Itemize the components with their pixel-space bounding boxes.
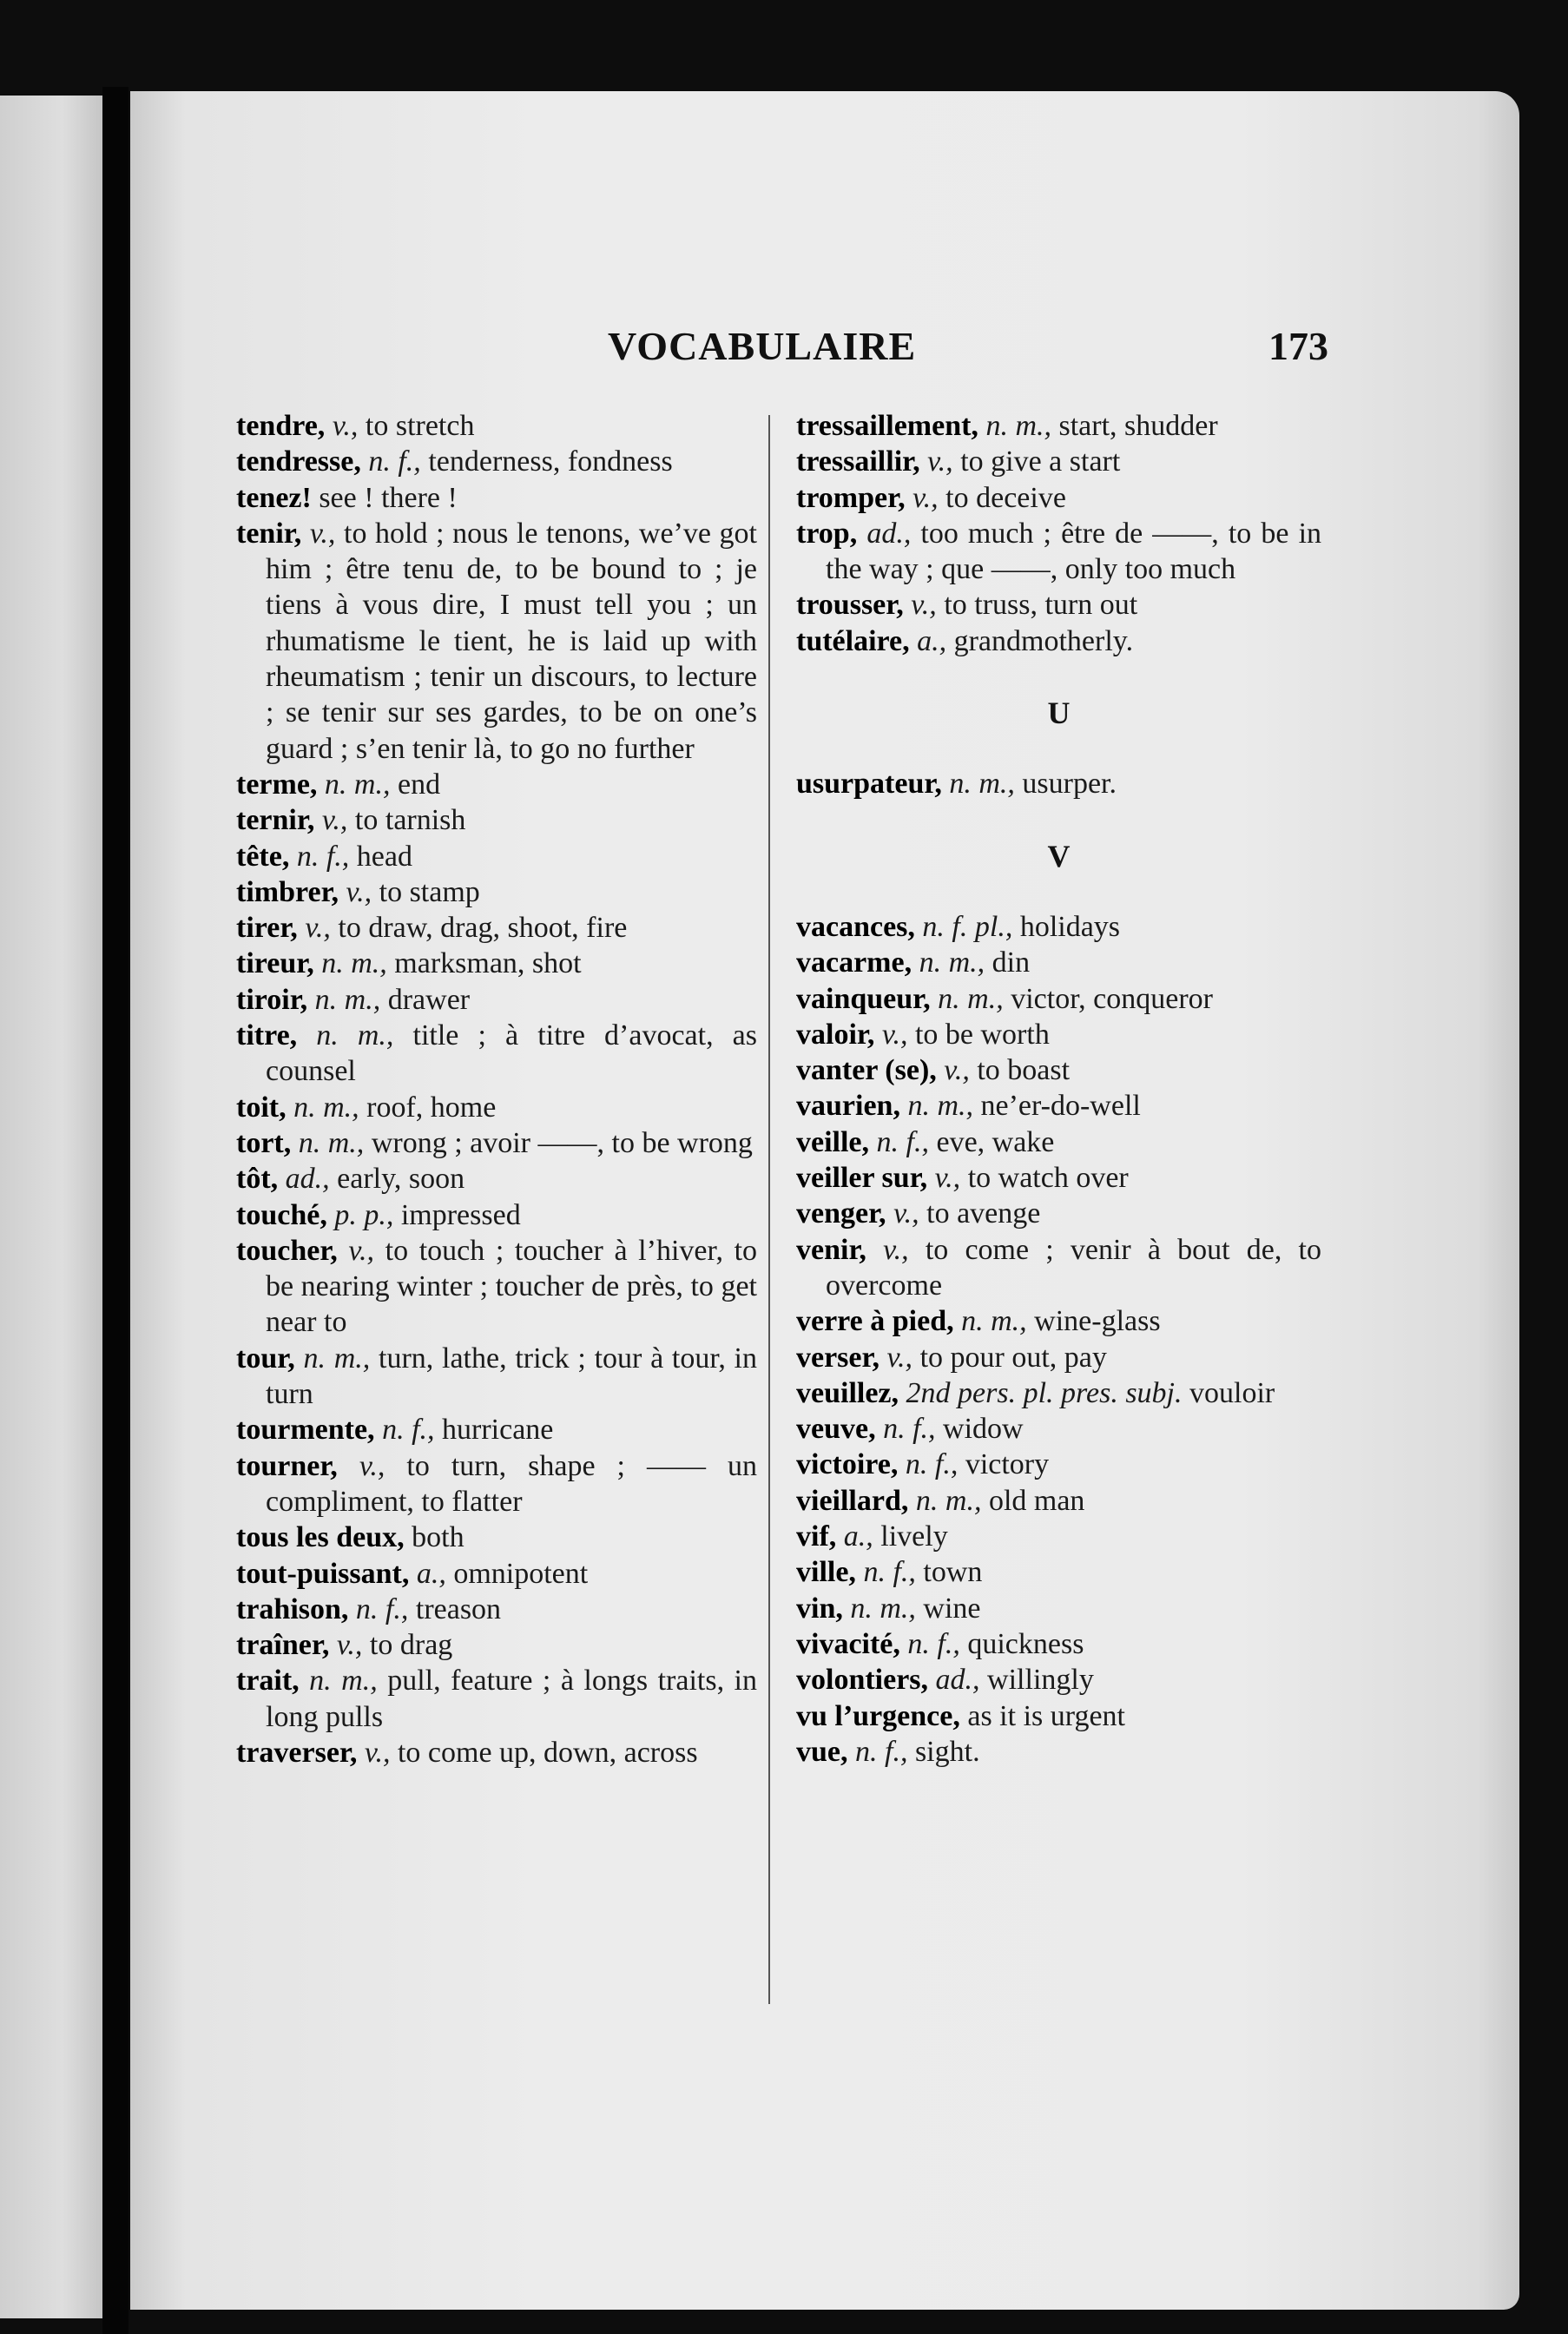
dictionary-entry <box>236 1161 757 1197</box>
entry-grammar: n. m., <box>309 1665 378 1698</box>
entry-grammar: v., <box>359 1449 385 1482</box>
dictionary-entry <box>236 802 757 838</box>
entry-grammar: n. f., <box>907 1627 960 1660</box>
entry-headword: tireur, <box>236 947 314 980</box>
entry-definition: see ! there ! <box>319 481 458 514</box>
facing-page-edge <box>0 96 104 2318</box>
entry-grammar: a., <box>416 1557 446 1590</box>
entry-headword: tenez! <box>236 481 312 514</box>
entry-headword: venir, <box>796 1233 866 1266</box>
entry-grammar: v., <box>893 1197 919 1230</box>
entry-grammar: n. m., <box>938 982 1004 1015</box>
entry-headword: tressaillir, <box>796 445 920 478</box>
entry-headword: vue, <box>796 1735 848 1768</box>
entry-grammar: n. m., <box>949 768 1015 801</box>
dictionary-entry <box>236 874 757 910</box>
entry-grammar: n. m., <box>850 1592 916 1625</box>
entry-grammar: n. f., <box>855 1735 908 1768</box>
entry-definition: both <box>412 1521 464 1554</box>
entry-grammar: n. m., <box>298 1126 365 1159</box>
dictionary-entry <box>796 1447 1321 1482</box>
entry-definition: widow <box>943 1413 1024 1446</box>
dictionary-entry <box>236 480 757 516</box>
entry-headword: vaurien, <box>796 1090 900 1123</box>
entry-definition: willingly <box>987 1664 1094 1697</box>
entry-grammar: ad., <box>285 1163 330 1196</box>
entry-definition: hurricane <box>442 1414 554 1447</box>
entry-grammar: n. f., <box>905 1448 959 1481</box>
dictionary-entry <box>796 981 1321 1017</box>
entry-grammar: n. m., <box>303 1342 371 1375</box>
dictionary-entry <box>236 1556 757 1592</box>
entry-definition: victor, conqueror <box>1011 982 1213 1015</box>
entry-definition: omnipotent <box>453 1557 589 1590</box>
entry-headword: verser, <box>796 1341 880 1374</box>
dictionary-entry <box>796 1303 1321 1339</box>
entry-grammar: n. f., <box>296 840 350 873</box>
dictionary-entry <box>236 910 757 946</box>
dictionary-entry <box>796 1483 1321 1519</box>
entry-grammar: n. m., <box>324 768 391 801</box>
entry-grammar: n. f., <box>876 1125 929 1158</box>
entry-grammar: n. m., <box>316 1019 394 1052</box>
entry-definition: as it is urgent <box>967 1699 1125 1732</box>
dictionary-entry <box>236 1663 757 1735</box>
entry-grammar: v., <box>881 1018 908 1051</box>
dictionary-entry <box>796 1160 1321 1196</box>
entry-grammar: n. f. pl., <box>922 910 1013 943</box>
dictionary-entry <box>796 1232 1321 1304</box>
dictionary-entry <box>796 945 1321 980</box>
entry-grammar: ad., <box>866 517 912 550</box>
entry-definition: ne’er-do-well <box>980 1090 1141 1123</box>
entry-headword: vainqueur, <box>796 982 931 1015</box>
entry-headword: tirer, <box>236 912 298 945</box>
entry-headword: vu l’urgence, <box>796 1699 960 1732</box>
dictionary-entry <box>796 1411 1321 1447</box>
entries-v <box>796 909 1321 1770</box>
entry-definition: din <box>992 946 1031 979</box>
entry-headword: toit, <box>236 1091 287 1124</box>
entry-definition: town <box>923 1556 983 1589</box>
dictionary-entry <box>236 1520 757 1555</box>
entry-headword: veuve, <box>796 1413 876 1446</box>
entry-grammar: v., <box>934 1162 961 1195</box>
entry-definition: to turn, shape ; —— un compliment, to flatter <box>266 1449 758 1518</box>
entry-headword: vacarme, <box>796 946 912 979</box>
entry-headword: veuillez, <box>796 1376 899 1409</box>
dictionary-entry <box>796 587 1321 623</box>
dictionary-entry <box>236 1627 757 1663</box>
entry-grammar: v., <box>886 1341 913 1374</box>
entry-headword: tour, <box>236 1342 295 1375</box>
dictionary-entry <box>236 1735 757 1770</box>
page-number: 173 <box>1268 324 1328 368</box>
dictionary-entry <box>796 1340 1321 1375</box>
entry-definition: vouloir <box>1189 1376 1275 1409</box>
entry-headword: vanter (se), <box>796 1054 937 1087</box>
column-divider <box>768 415 770 2004</box>
entry-headword: vin, <box>796 1592 843 1625</box>
section-letter-v: V <box>1047 838 1071 874</box>
entry-definition: eve, wake <box>936 1125 1055 1158</box>
entry-headword: tenir, <box>236 517 302 550</box>
dictionary-entry <box>236 1412 757 1447</box>
entry-headword: tiroir, <box>236 983 308 1016</box>
dictionary-entry <box>236 444 757 479</box>
entry-definition: roof, home <box>366 1091 497 1124</box>
entry-grammar: v., <box>944 1054 970 1087</box>
dictionary-entry <box>236 408 757 444</box>
entry-grammar: v., <box>346 875 372 908</box>
entry-definition: too much ; être de ——, to be in the way ; que ——, only too much <box>826 517 1322 586</box>
entry-headword: verre à pied, <box>796 1305 954 1338</box>
entry-headword: tout-puissant, <box>236 1557 410 1590</box>
entry-grammar: v., <box>912 481 939 514</box>
entry-definition: holidays <box>1019 910 1121 943</box>
entry-headword: vacances, <box>796 910 915 943</box>
dictionary-entry <box>796 1017 1321 1052</box>
entry-grammar: n. f., <box>355 1592 409 1625</box>
entry-headword: tête, <box>236 840 290 873</box>
entry-grammar: n. f., <box>382 1414 435 1447</box>
dictionary-entry <box>236 1090 757 1125</box>
entry-headword: veiller sur, <box>796 1162 928 1195</box>
entry-definition: to draw, drag, shoot, fire <box>338 912 628 945</box>
entry-definition: drawer <box>387 983 471 1016</box>
entry-headword: tromper, <box>796 481 906 514</box>
entry-definition: to come ; venir à bout de, to overcome <box>826 1233 1321 1302</box>
entry-headword: timbrer, <box>236 875 339 908</box>
entry-grammar: n. f., <box>883 1413 936 1446</box>
entry-grammar: n. m., <box>985 410 1051 442</box>
page-title: VOCABULAIRE <box>608 324 917 368</box>
entry-headword: traîner, <box>236 1629 330 1662</box>
entry-grammar: v., <box>336 1629 363 1662</box>
entry-definition: wine <box>923 1592 981 1625</box>
entry-definition: pull, feature ; à longs traits, in long pulls <box>266 1665 757 1733</box>
dictionary-entry <box>796 1734 1321 1770</box>
entry-headword: volontiers, <box>796 1664 929 1697</box>
entry-headword: tutélaire, <box>796 624 910 657</box>
entry-definition: turn, lathe, trick ; tour à tour, in turn <box>266 1342 758 1411</box>
entry-definition: wrong ; avoir ——, to be wrong <box>371 1126 753 1159</box>
entry-grammar: n. m., <box>314 983 381 1016</box>
entry-definition: victory <box>965 1448 1050 1481</box>
dictionary-entry <box>796 1375 1321 1411</box>
right-column <box>796 408 1321 1770</box>
entry-headword: venger, <box>796 1197 886 1230</box>
entry-headword: trahison, <box>236 1592 349 1625</box>
entry-headword: vivacité, <box>796 1627 900 1660</box>
entry-headword: tressaillement, <box>796 410 978 442</box>
entry-definition: tenderness, fondness <box>428 445 673 478</box>
entry-definition: to drag <box>369 1629 453 1662</box>
entry-grammar: p. p., <box>334 1198 394 1231</box>
entry-definition: marksman, shot <box>394 947 582 980</box>
dictionary-entry <box>796 909 1321 945</box>
entry-headword: victoire, <box>796 1448 899 1481</box>
entry-headword: tourmente, <box>236 1414 375 1447</box>
entry-definition: impressed <box>400 1198 521 1231</box>
entry-definition: to boast <box>977 1054 1071 1087</box>
entry-headword: tort, <box>236 1126 292 1159</box>
entry-definition: to come up, down, across <box>397 1736 698 1769</box>
dictionary-entry <box>236 1197 757 1233</box>
dictionary-entry <box>236 516 757 767</box>
dictionary-entry <box>796 1698 1321 1734</box>
entry-definition: to be worth <box>914 1018 1050 1051</box>
entry-definition: old man <box>988 1484 1085 1517</box>
entry-grammar: n. m., <box>907 1090 974 1123</box>
entry-grammar: n. m., <box>919 946 985 979</box>
entry-definition: to pour out, pay <box>919 1341 1107 1374</box>
entry-grammar: v., <box>364 1736 391 1769</box>
entries-t <box>796 408 1321 659</box>
entry-grammar: n. f., <box>863 1556 916 1589</box>
dictionary-entry <box>236 767 757 802</box>
entry-grammar: v., <box>883 1233 909 1266</box>
dictionary-entry <box>796 1196 1321 1231</box>
entry-headword: touché, <box>236 1198 327 1231</box>
entry-definition: sight. <box>914 1735 980 1768</box>
entry-definition: to touch ; toucher à l’hiver, to be nearing winter ; toucher de près, to get near to <box>266 1234 758 1339</box>
entry-definition: to stamp <box>379 875 480 908</box>
entry-grammar: v., <box>309 517 336 550</box>
book-gutter <box>102 87 128 2334</box>
entry-grammar: v., <box>305 912 331 945</box>
dictionary-entry <box>796 444 1321 479</box>
entry-headword: trop, <box>796 517 858 550</box>
dictionary-entry <box>236 1125 757 1161</box>
entry-definition: to avenge <box>926 1197 1041 1230</box>
entry-definition: early, soon <box>337 1163 465 1196</box>
dictionary-entry <box>236 1341 757 1413</box>
entry-grammar: n. f., <box>368 445 421 478</box>
entry-headword: traverser, <box>236 1736 358 1769</box>
entry-definition: title ; à titre d’avocat, as counsel <box>266 1019 758 1088</box>
entry-grammar: a., <box>843 1520 873 1553</box>
page-header <box>234 323 1328 375</box>
dictionary-entry <box>236 1233 757 1341</box>
entry-definition: to hold ; nous le tenons, we’ve got him ; être tenu de, to be bound to ; je tiens à vous dire, I must tell you ; un rhumatisme le tient, he is laid up with rheumatism ; tenir un discours, to lecture ; se tenir sur ses gardes, to be on one’s guard ; s’en tenir là, to go no further <box>266 517 758 765</box>
entry-grammar: n. m., <box>961 1305 1027 1338</box>
entry-definition: to watch over <box>967 1162 1129 1195</box>
entry-headword: ternir, <box>236 804 315 837</box>
entry-grammar: v., <box>321 804 348 837</box>
dictionary-entry <box>796 766 1321 801</box>
entry-definition: to tarnish <box>354 804 466 837</box>
dictionary-entry <box>796 1052 1321 1088</box>
dictionary-entry <box>236 1592 757 1627</box>
entry-headword: usurpateur, <box>796 768 942 801</box>
entry-definition: wine-glass <box>1034 1305 1161 1338</box>
entry-definition: to give a start <box>960 445 1121 478</box>
entry-grammar: n. m., <box>321 947 387 980</box>
dictionary-entry <box>796 1626 1321 1662</box>
entry-grammar: v., <box>348 1234 374 1267</box>
entry-definition: lively <box>880 1520 948 1553</box>
entry-headword: valoir, <box>796 1018 875 1051</box>
dictionary-entry <box>236 982 757 1018</box>
entry-headword: tendre, <box>236 410 326 442</box>
entry-headword: terme, <box>236 768 318 801</box>
entry-headword: tourner, <box>236 1449 338 1482</box>
left-column <box>236 408 757 1770</box>
entry-headword: vieillard, <box>796 1484 909 1517</box>
entry-grammar: 2nd pers. pl. pres. subj. <box>906 1376 1183 1409</box>
entry-grammar: v., <box>911 589 937 622</box>
entry-definition: start, shudder <box>1058 410 1218 442</box>
dictionary-entry <box>796 1519 1321 1554</box>
dictionary-entry <box>796 1554 1321 1590</box>
entry-grammar: n. m., <box>293 1091 359 1124</box>
dictionary-entry <box>796 623 1321 659</box>
entry-definition: head <box>356 840 412 873</box>
dictionary-entry <box>796 408 1321 444</box>
dictionary-entry <box>236 1448 757 1520</box>
entry-definition: treason <box>415 1592 502 1625</box>
dictionary-entry <box>796 516 1321 588</box>
entry-headword: tôt, <box>236 1163 279 1196</box>
entry-headword: tous les deux, <box>236 1521 405 1554</box>
dictionary-entry <box>236 1018 757 1090</box>
entry-headword: tendresse, <box>236 445 361 478</box>
entry-grammar: v., <box>332 410 359 442</box>
entry-grammar: a., <box>917 624 947 657</box>
entry-definition: grandmotherly. <box>953 624 1134 657</box>
dictionary-entry <box>796 1124 1321 1160</box>
entry-definition: quickness <box>967 1627 1084 1660</box>
entry-headword: trousser, <box>796 589 904 622</box>
entry-definition: to deceive <box>945 481 1066 514</box>
dictionary-entry <box>236 946 757 981</box>
section-letter-u: U <box>1047 696 1071 731</box>
entry-grammar: n. m., <box>915 1484 982 1517</box>
entry-definition: to stretch <box>365 410 475 442</box>
dictionary-entry <box>796 1088 1321 1124</box>
entry-grammar: v., <box>927 445 953 478</box>
entry-definition: end <box>397 768 441 801</box>
entry-headword: vif, <box>796 1520 837 1553</box>
dictionary-entry <box>796 1591 1321 1626</box>
entry-headword: titre, <box>236 1019 298 1052</box>
entries-u <box>796 766 1321 801</box>
dictionary-entry <box>796 480 1321 516</box>
entry-headword: toucher, <box>236 1234 338 1267</box>
dictionary-entry <box>796 1662 1321 1698</box>
entry-headword: trait, <box>236 1665 300 1698</box>
dictionary-entry <box>236 839 757 874</box>
entry-headword: veille, <box>796 1125 870 1158</box>
entry-definition: usurper. <box>1022 768 1117 801</box>
entry-grammar: ad., <box>935 1664 980 1697</box>
entry-headword: ville, <box>796 1556 856 1589</box>
entry-definition: to truss, turn out <box>944 589 1138 622</box>
